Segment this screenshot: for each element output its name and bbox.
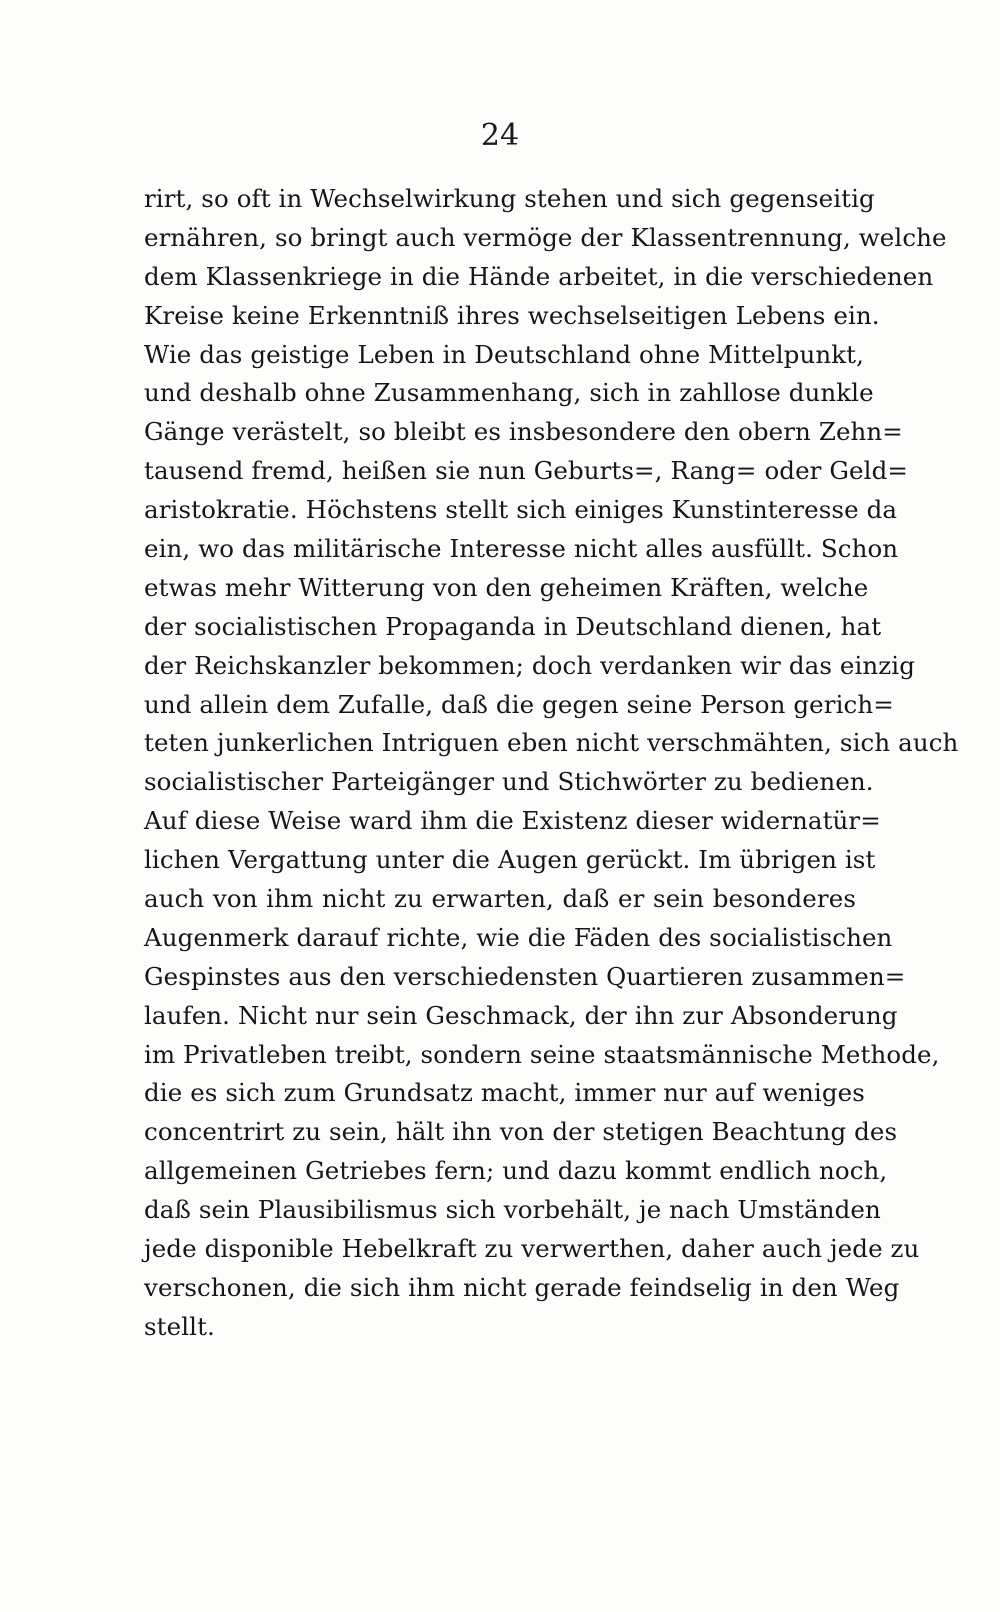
- text-line: laufen. Nicht nur sein Geschmack, der ihn zur Absonderung: [144, 1000, 898, 1030]
- text-line: und deshalb ohne Zusammenhang, sich in zahllose dunkle: [144, 378, 874, 408]
- text-line: im Privatleben treibt, sondern seine staatsmännische Methode,: [144, 1039, 940, 1069]
- text-line: allgemeinen Getriebes fern; und dazu kommt endlich noch,: [144, 1156, 888, 1186]
- text-line: der Reichskanzler bekommen; doch verdanken wir das einzig: [144, 650, 916, 680]
- text-line: Auf diese Weise ward ihm die Existenz dieser widernatür=: [144, 806, 881, 836]
- text-line: auch von ihm nicht zu erwarten, daß er sein besonderes: [144, 884, 856, 914]
- text-line: Kreise keine Erkenntniß ihres wechselseitigen Lebens ein.: [144, 300, 880, 330]
- text-line: ein, wo das militärische Interesse nicht alles ausfüllt. Schon: [144, 534, 899, 564]
- text-line: daß sein Plausibilismus sich vorbehält, je nach Umständen: [144, 1195, 881, 1225]
- text-line: verschonen, die sich ihm nicht gerade feindselig in den Weg: [144, 1272, 900, 1302]
- text-line: dem Klassenkriege in die Hände arbeitet, in die verschiedenen: [144, 261, 934, 291]
- text-line: jede disponible Hebelkraft zu verwerthen, daher auch jede zu: [144, 1234, 920, 1264]
- paper-speck: [22, 1302, 92, 1308]
- text-line: socialistischer Parteigänger und Stichwörter zu bedienen.: [144, 767, 874, 797]
- text-line: stellt.: [144, 1311, 215, 1341]
- text-line: etwas mehr Witterung von den geheimen Kräften, welche: [144, 572, 869, 602]
- text-line: aristokratie. Höchstens stellt sich einiges Kunstinteresse da: [144, 495, 898, 525]
- text-line: concentrirt zu sein, hält ihn von der stetigen Beachtung des: [144, 1117, 898, 1147]
- text-line: rirt, so oft in Wechselwirkung stehen und sich gegenseitig: [144, 184, 875, 213]
- text-line: Gespinstes aus den verschiedensten Quartieren zusammen=: [144, 961, 906, 991]
- text-line: lichen Vergattung unter die Augen gerückt. Im übrigen ist: [144, 845, 876, 875]
- text-line: teten junkerlichen Intriguen eben nicht verschmähten, sich auch: [144, 728, 959, 758]
- text-line: der socialistischen Propaganda in Deutschland dienen, hat: [144, 611, 882, 641]
- text-line: tausend fremd, heißen sie nun Geburts=, Rang= oder Geld=: [144, 456, 908, 486]
- page-number: 24: [480, 118, 520, 153]
- text-line: ernähren, so bringt auch vermöge der Klassentrennung, welche: [144, 222, 947, 252]
- text-line: Gänge verästelt, so bleibt es insbesondere den obern Zehn=: [144, 417, 903, 447]
- text-line: und allein dem Zufalle, daß die gegen seine Person gerich=: [144, 689, 894, 719]
- body-text: [144, 180, 959, 1347]
- text-line: Augenmerk darauf richte, wie die Fäden des socialistischen: [144, 922, 893, 952]
- text-line: die es sich zum Grundsatz macht, immer nur auf weniges: [144, 1078, 865, 1108]
- text-line: Wie das geistige Leben in Deutschland ohne Mittelpunkt,: [144, 339, 864, 369]
